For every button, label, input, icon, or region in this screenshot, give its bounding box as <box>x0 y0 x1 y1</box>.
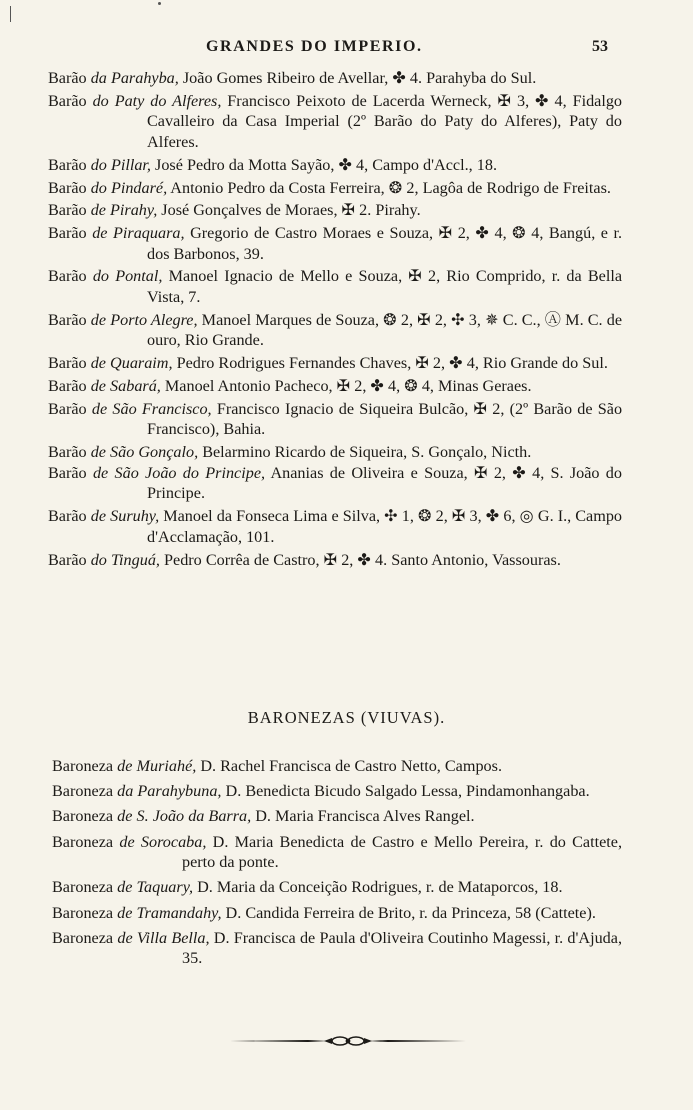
list-item: Barão de Suruhy, Manoel da Fonseca Lima e Silva, ✣ 1, ❂ 2, ✠ 3, ✤ 6, ◎ G. I., Campo d'Acclamação, 101. <box>48 507 623 546</box>
page-title: GRANDES DO IMPERIO. <box>206 38 423 55</box>
running-header <box>0 38 693 62</box>
list-item: Baroneza de Tramandahy, D. Candida Ferreira de Brito, r. da Princeza, 58 (Cattete). <box>52 903 596 922</box>
margin-mark <box>10 6 13 22</box>
list-item: Barão do Pontal, Manoel Ignacio de Mello e Souza, ✠ 2, Rio Comprido, r. da Bella Vista, 7. <box>48 267 623 307</box>
list-item: Barão de São João do Principe, Ananias de Oliveira e Souza, ✠ 2, ✤ 4, S. João do Principe. <box>48 463 622 503</box>
list-item: Barão de Pirahy, José Gonçalves de Moraes, ✠ 2. Pirahy. <box>48 201 421 220</box>
list-item: Barão do Pindaré, Antonio Pedro da Costa Ferreira, ❂ 2, Lagôa de Rodrigo de Freitas. <box>48 178 611 197</box>
print-speck <box>158 2 161 5</box>
barons-list <box>48 68 622 572</box>
section-heading: BARONEZAS (VIUVAS). <box>247 708 446 727</box>
list-item: Barão da Parahyba, João Gomes Ribeiro de Avellar, ✤ 4. Parahyba do Sul. <box>48 69 537 87</box>
list-item: Barão de Piraquara, Gregorio de Castro Moraes e Souza, ✠ 2, ✤ 4, ❂ 4, Bangú, e r. dos Barbonos, 39. <box>48 224 623 263</box>
list-item: Baroneza de S. João da Barra, D. Maria Francisca Alves Rangel. <box>52 807 475 826</box>
list-item: Barão de São Gonçalo, Belarmino Ricardo de Siqueira, S. Gonçalo, Nicth. <box>48 443 532 462</box>
list-item: Baroneza de Taquary, D. Maria da Conceição Rodrigues, r. de Mataporcos, 18. <box>52 878 563 897</box>
list-item: Baroneza de Muriahé, D. Rachel Francisca de Castro Netto, Campos. <box>52 757 502 775</box>
baronesses-list <box>52 756 622 974</box>
list-item: Barão de Sabará, Manoel Antonio Pacheco, ✠ 2, ✤ 4, ❂ 4, Minas Geraes. <box>48 377 532 395</box>
list-item: Baroneza de Sorocaba, D. Maria Benedicta de Castro e Mello Pereira, r. do Cattete, perto da ponte. <box>52 832 623 872</box>
list-item: Barão do Paty do Alferes, Francisco Peixoto de Lacerda Werneck, ✠ 3, ✤ 4, Fidalgo Cavalleiro da Casa Imperial (2º Barão do Paty do Alferes), Paty do Alferes. <box>48 91 623 151</box>
list-item: Barão de Porto Alegre, Manoel Marques de Souza, ❂ 2, ✠ 2, ✣ 3, ✵ C. C., Ⓐ M. C. de ouro, Rio Grande. <box>48 310 623 350</box>
list-item: Baroneza de Villa Bella, D. Francisca de Paula d'Oliveira Coutinho Magessi, r. d'Ajuda, 35. <box>52 928 622 968</box>
ornament-divider <box>228 1036 468 1046</box>
list-item: Baroneza da Parahybuna, D. Benedicta Bicudo Salgado Lessa, Pindamonhangaba. <box>52 782 590 801</box>
list-item: Barão do Pillar, José Pedro da Motta Sayão, ✤ 4, Campo d'Accl., 18. <box>48 155 497 174</box>
list-item: Barão de São Francisco, Francisco Ignacio de Siqueira Bulcão, ✠ 2, (2º Barão de São Francisco), Bahia. <box>48 399 623 439</box>
page-number: 53 <box>592 38 608 55</box>
ornamental-rule <box>228 1036 468 1046</box>
list-item: Barão de Quaraim, Pedro Rodrigues Fernandes Chaves, ✠ 2, ✤ 4, Rio Grande do Sul. <box>48 354 608 373</box>
list-item: Barão do Tinguá, Pedro Corrêa de Castro, ✠ 2, ✤ 4. Santo Antonio, Vassouras. <box>48 550 561 569</box>
